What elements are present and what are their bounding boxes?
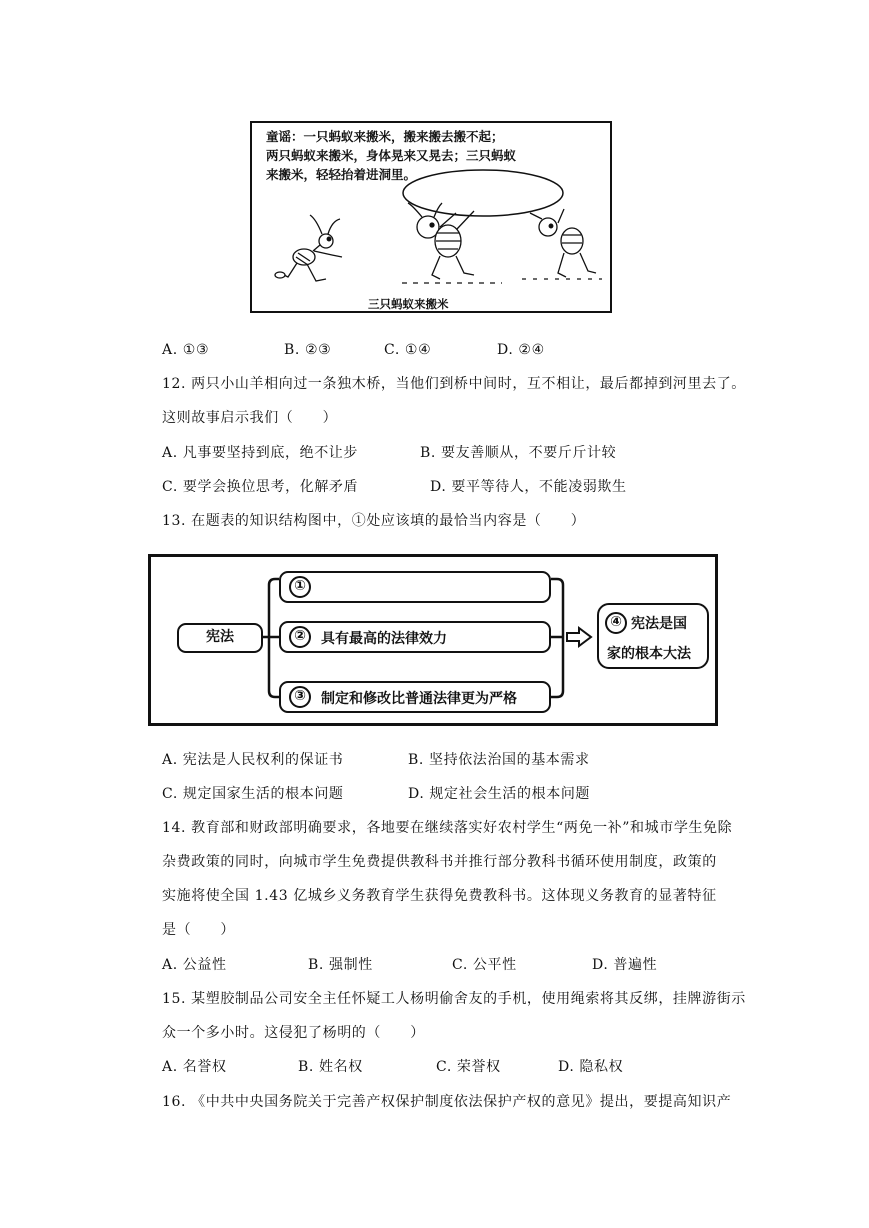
q15-option-c: C. 荣誉权 (436, 1059, 501, 1075)
node-2-text: 具有最高的法律效力 (321, 631, 447, 647)
running-ant-drawing (275, 215, 342, 281)
ant-comic-figure (250, 121, 612, 313)
rice-grain-shape (403, 170, 563, 216)
diagram-root-label: 宪法 (206, 629, 234, 645)
node-3-text: 制定和修改比普通法律更为严格 (321, 691, 517, 707)
q15-option-d: D. 隐私权 (558, 1059, 624, 1075)
q15-stem-line2: 众一个多小时。这侵犯了杨明的（ ） (162, 1025, 425, 1041)
q13-stem: 13. 在题表的知识结构图中，①处应该填的最恰当内容是（ ） (162, 513, 586, 529)
q12-option-d: D. 要平等待人，不能凌弱欺生 (430, 479, 627, 495)
q15-option-a: A. 名誉权 (162, 1059, 227, 1075)
diagram-node-3 (279, 681, 551, 713)
q14-option-b: B. 强制性 (308, 957, 373, 973)
q12-stem-line1: 12. 两只小山羊相向过一条独木桥，当他们到桥中间时，互不相让，最后都掉到河里去了。 (162, 376, 746, 392)
constitution-knowledge-diagram (148, 554, 718, 726)
q11-option-b: B. ②③ (284, 342, 332, 358)
diagram-node-4 (597, 603, 709, 669)
q15-option-b: B. 姓名权 (298, 1059, 363, 1075)
ants-carrying-rice-illustration (252, 123, 610, 311)
implies-arrow (567, 628, 591, 646)
q12-option-b: B. 要友善顺从，不要斤斤计较 (420, 445, 617, 461)
right-ant-drawing (522, 209, 602, 279)
node-2-number: ② (289, 626, 311, 648)
q14-option-c: C. 公平性 (452, 957, 517, 973)
q12-option-a: A. 凡事要坚持到底，绝不让步 (162, 445, 359, 461)
q14-option-d: D. 普遍性 (592, 957, 658, 973)
q12-option-c: C. 要学会换位思考，化解矛盾 (162, 479, 359, 495)
q11-option-a: A. ①③ (162, 342, 210, 358)
diagram-node-2 (279, 621, 551, 653)
q16-stem-line1: 16. 《中共中央国务院关于完善产权保护制度依法保护产权的意见》提出，要提高知识产 (162, 1094, 732, 1110)
q14-stem-line3: 实施将使全国 1.43 亿城乡义务教育学生获得免费教科书。这体现义务教育的显著特征 (162, 888, 717, 904)
q11-option-c: C. ①④ (384, 342, 432, 358)
q14-stem-line1: 14. 教育部和财政部明确要求，各地要在继续落实好农村学生“两免一补”和城市学生免除 (162, 820, 733, 836)
q12-stem-line2: 这则故事启示我们（ ） (162, 410, 338, 426)
comic-caption: 三只蚂蚁来搬米 (368, 297, 449, 311)
node-4-number: ④ (605, 612, 627, 634)
diagram-root-box (177, 623, 263, 653)
node-4-text-line1: 宪法是国 (631, 616, 687, 632)
q11-option-d: D. ②④ (497, 342, 545, 358)
diagram-node-1 (279, 571, 551, 603)
q13-option-a: A. 宪法是人民权利的保证书 (162, 752, 344, 768)
q13-option-c: C. 规定国家生活的根本问题 (162, 786, 344, 802)
node-3-number: ③ (289, 686, 311, 708)
node-1-number: ① (289, 576, 311, 598)
q13-option-b: B. 坚持依法治国的基本需求 (408, 752, 590, 768)
comic-nursery-rhyme: 童谣：一只蚂蚁来搬米，搬来搬去搬不起； 两只蚂蚁来搬米，身体晃来又晃去；三只蚂蚁 来搬米，轻轻抬着进洞里。 (266, 129, 517, 182)
q14-stem-line2: 杂费政策的同时，向城市学生免费提供教科书并推行部分教科书循环使用制度，政策的 (162, 854, 717, 870)
q14-option-a: A. 公益性 (162, 957, 227, 973)
q13-option-d: D. 规定社会生活的根本问题 (408, 786, 591, 802)
node-4-text-line2: 家的根本大法 (607, 646, 691, 662)
q14-stem-line4: 是（ ） (162, 922, 235, 938)
q15-stem-line1: 15. 某塑胶制品公司安全主任怀疑工人杨明偷舍友的手机，使用绳索将其反绑，挂牌游街示 (162, 991, 746, 1007)
